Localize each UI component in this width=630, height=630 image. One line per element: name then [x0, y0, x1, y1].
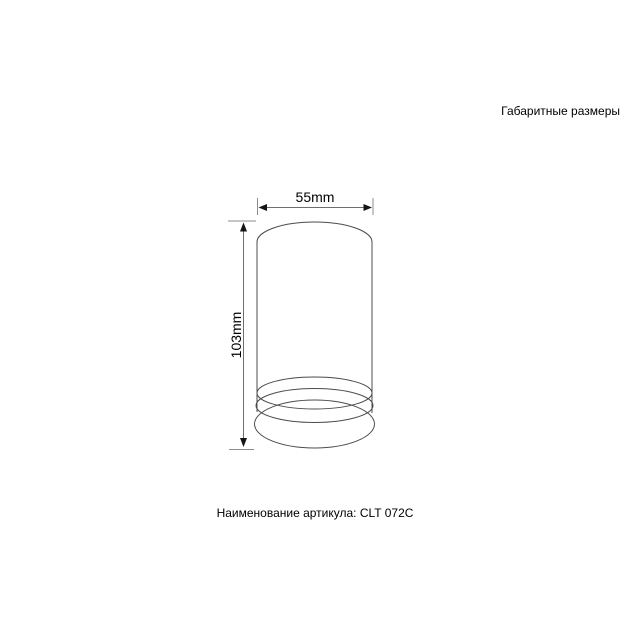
- arrow-up-icon: [240, 223, 247, 232]
- article-name-label: Наименование артикула: CLT 072C: [216, 506, 414, 520]
- arrow-down-icon: [240, 438, 247, 447]
- cylinder-outline: [255, 222, 375, 448]
- arrow-left-icon: [259, 204, 268, 211]
- trim-ring-ellipse: [256, 389, 373, 423]
- height-dimension-label: 103mm: [228, 311, 244, 359]
- arrow-right-icon: [364, 204, 373, 211]
- cylinder-top-arc: [257, 222, 372, 242]
- width-dimension-label: 55mm: [295, 189, 335, 205]
- page-title: Габаритные размеры: [501, 104, 620, 118]
- bottom-rim-ellipse: [255, 400, 375, 448]
